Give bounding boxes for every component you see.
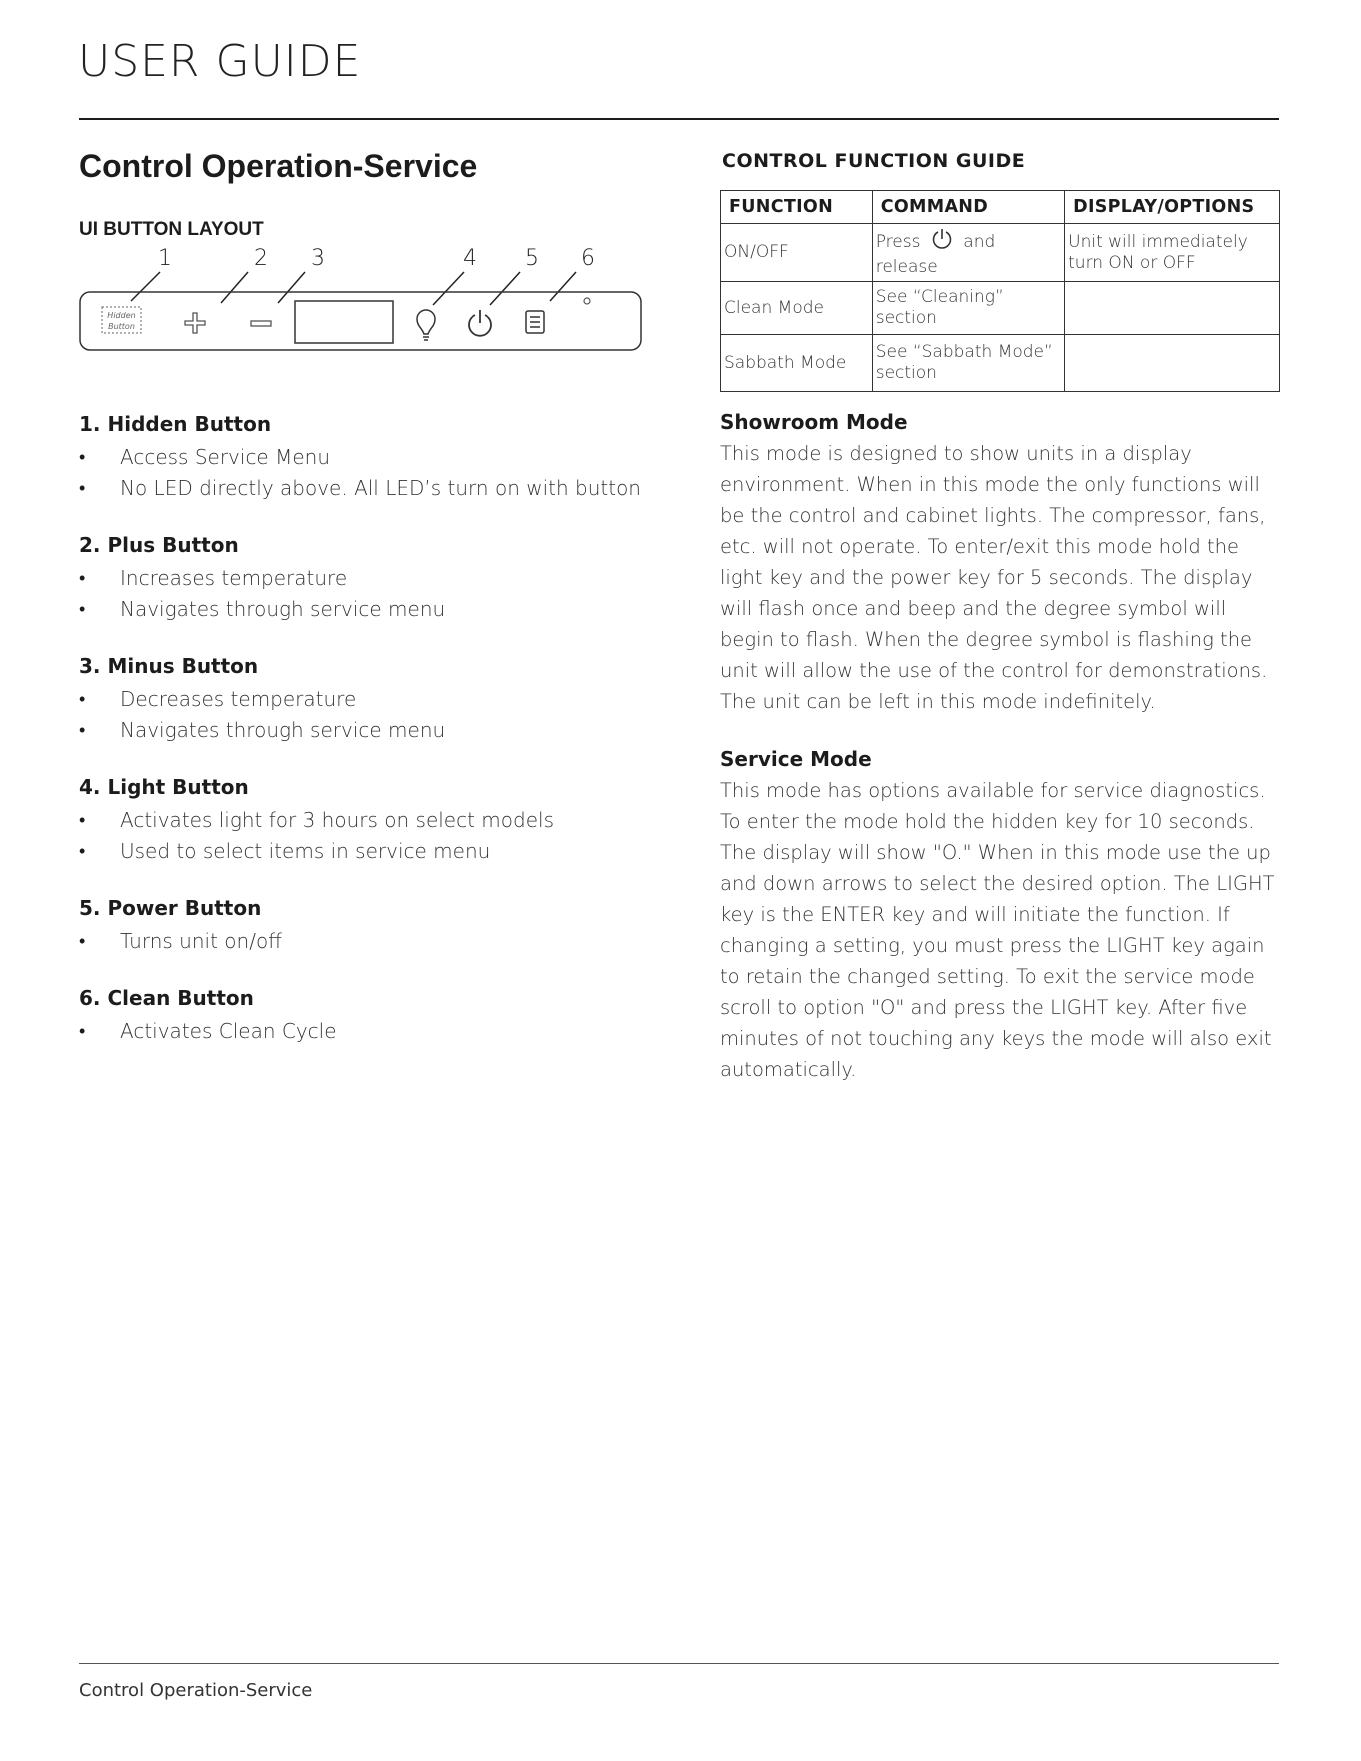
list-item: • Used to select items in service menu	[79, 836, 679, 867]
callout-4: 4	[463, 246, 477, 271]
minus-icon	[251, 321, 271, 326]
cell-function: Sabbath Mode	[721, 335, 873, 392]
callout-1: 1	[158, 246, 172, 271]
ui-button-layout-diagram	[79, 243, 649, 363]
right-column	[720, 150, 1280, 1085]
power-button-title: 5. Power Button	[79, 896, 262, 920]
showroom-mode-title: Showroom Mode	[720, 410, 908, 434]
column-header-display: DISPLAY/OPTIONS	[1065, 191, 1280, 224]
ui-button-layout-heading: UI BUTTON LAYOUT	[79, 219, 264, 240]
cell-function: ON/OFF	[721, 224, 873, 282]
command-press-text: Press	[875, 232, 921, 252]
hidden-button-title: 1. Hidden Button	[79, 412, 272, 436]
plus-button-description	[79, 533, 679, 625]
column-header-command: COMMAND	[872, 191, 1064, 224]
cell-display	[1065, 335, 1280, 392]
cell-function: Clean Mode	[721, 282, 873, 335]
control-function-guide-title: CONTROL FUNCTION GUIDE	[722, 150, 1026, 172]
footer-text: Control Operation-Service	[79, 1680, 313, 1701]
showroom-mode-text: This mode is designed to show units in a display environment. When in this mode the only functions will be the control and cabinet lights. The compressor, fans, etc. will not operate. To enter/exit this mode hold the light key and the power key for 5 seconds. The display will flash once and beep and the degree symbol will begin to flash. When the degree symbol is flashing the unit will allow the use of the control for demonstrations. The unit can be left in this mode indefinitely.	[720, 442, 1268, 713]
list-item: • Increases temperature	[79, 563, 679, 594]
callout-2: 2	[254, 246, 268, 271]
table-header-row	[721, 191, 1280, 224]
service-mode-text: This mode has options available for service diagnostics. To enter the mode hold the hidden key for 10 seconds. The display will show "O." When in this mode use the up and down arrows to select the desired option. The LIGHT key is the ENTER key and will initiate the function. If changing a setting, you must press the LIGHT key again to retain the changed setting. To exit the service mode scroll to option "O" and press the LIGHT key. After five minutes of not touching any keys the mode will also exit automatically.	[720, 779, 1275, 1081]
column-header-function: FUNCTION	[721, 191, 873, 224]
callout-6: 6	[581, 246, 595, 271]
table-row	[721, 224, 1280, 282]
power-button-description	[79, 896, 679, 957]
cell-command	[872, 224, 1064, 282]
list-item: • Decreases temperature	[79, 684, 679, 715]
callout-3: 3	[311, 246, 325, 271]
clean-button-description	[79, 986, 679, 1047]
cell-display: Unit will immediately turn ON or OFF	[1065, 224, 1280, 282]
power-icon	[931, 227, 953, 257]
list-item: • Access Service Menu	[79, 442, 679, 473]
plus-icon	[185, 313, 205, 333]
minus-button-description	[79, 654, 679, 746]
light-button-title: 4. Light Button	[79, 775, 249, 799]
led-dot-icon	[584, 298, 590, 304]
table-row	[721, 282, 1280, 335]
service-mode-title: Service Mode	[720, 747, 872, 771]
hidden-button-description	[79, 412, 679, 504]
cell-command: See “Cleaning” section	[872, 282, 1064, 335]
clean-icon	[526, 311, 544, 333]
plus-button-title: 2. Plus Button	[79, 533, 239, 557]
light-bulb-icon	[417, 310, 435, 340]
hidden-button-label-1: Hidden	[107, 311, 136, 320]
list-item: • Activates Clean Cycle	[79, 1016, 679, 1047]
button-descriptions	[79, 412, 679, 1076]
minus-button-title: 3. Minus Button	[79, 654, 259, 678]
table-row	[721, 335, 1280, 392]
header-divider	[79, 118, 1279, 120]
footer-divider	[79, 1663, 1279, 1664]
clean-button-title: 6. Clean Button	[79, 986, 254, 1010]
page-header-title: USER GUIDE	[78, 36, 362, 87]
light-button-description	[79, 775, 679, 867]
cell-command: See “Sabbath Mode” section	[872, 335, 1064, 392]
temperature-display	[295, 301, 393, 343]
control-function-table	[720, 190, 1280, 392]
list-item: • Navigates through service menu	[79, 715, 679, 746]
hidden-button-label-2: Button	[108, 322, 135, 331]
callout-leader-lines	[131, 272, 576, 305]
list-item: • Navigates through service menu	[79, 594, 679, 625]
hidden-button-icon	[102, 307, 141, 333]
list-item: • Activates light for 3 hours on select models	[79, 805, 679, 836]
list-item: • No LED directly above. All LED’s turn on with button	[79, 473, 679, 504]
power-icon	[469, 310, 491, 336]
command-release-text: and release	[875, 232, 996, 277]
control-panel-diagram	[79, 243, 649, 363]
service-mode-section	[720, 747, 1280, 1085]
showroom-mode-section	[720, 410, 1280, 717]
callout-5: 5	[525, 246, 539, 271]
left-column	[79, 148, 659, 331]
list-item: • Turns unit on/off	[79, 926, 679, 957]
section-title: Control Operation-Service	[79, 148, 478, 184]
cell-display	[1065, 282, 1280, 335]
